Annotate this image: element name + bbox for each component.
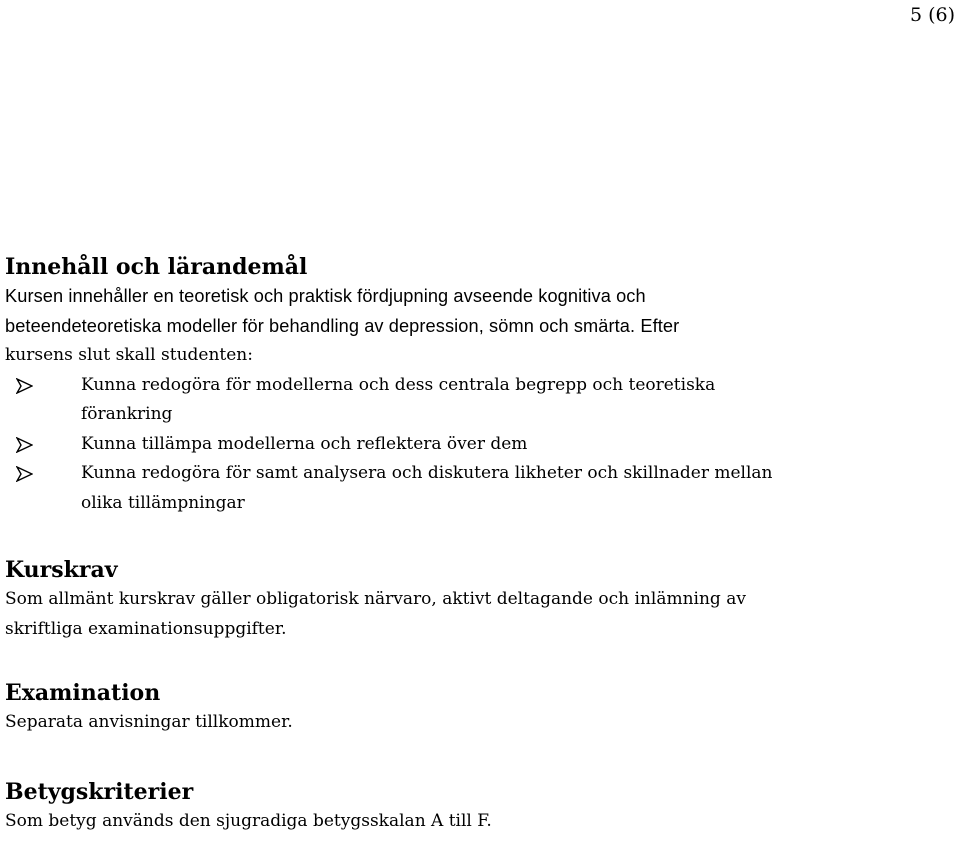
objectives-list bbox=[5, 371, 955, 519]
objective-1-line-1: Kunna redogöra för modellerna och dess centrala begrepp och teoretiska bbox=[81, 374, 716, 395]
intro-line-1: Kursen innehåller en teoretisk och praktisk fördjupning avseende kognitiva och bbox=[5, 286, 646, 306]
examination-section bbox=[5, 678, 955, 738]
page-number: 5 (6) bbox=[909, 4, 955, 26]
requirements-line-2: skriftliga examinationsuppgifter. bbox=[5, 618, 287, 639]
examination-heading: Examination bbox=[5, 680, 161, 706]
content-section bbox=[5, 252, 955, 518]
objective-3-line-1: Kunna redogöra för samt analysera och diskutera likheter och skillnader mellan bbox=[81, 463, 773, 483]
requirements-section bbox=[5, 555, 955, 644]
grading-text: Som betyg används den sjugradiga betygsskalan A till F. bbox=[5, 811, 492, 831]
intro-line-2: beteendeteoretiska modeller för behandling av depression, sömn och smärta. Efter bbox=[5, 315, 680, 336]
objective-item-1 bbox=[5, 371, 955, 430]
arrowhead-bullet-icon bbox=[16, 437, 33, 453]
content-lead-in: kursens slut skall studenten: bbox=[5, 345, 253, 365]
examination-text: Separata anvisningar tillkommer. bbox=[5, 712, 293, 732]
content-intro bbox=[5, 282, 955, 341]
grading-section bbox=[5, 777, 955, 837]
objective-item-2 bbox=[5, 430, 955, 460]
arrowhead-bullet-icon bbox=[16, 466, 33, 482]
requirements-text bbox=[5, 585, 955, 644]
objective-1-line-2: förankring bbox=[81, 404, 173, 424]
objective-2-line-1: Kunna tillämpa modellerna och reflektera över dem bbox=[81, 433, 528, 454]
requirements-line-1: Som allmänt kurskrav gäller obligatorisk närvaro, aktivt deltagande och inlämning av bbox=[5, 589, 746, 609]
objective-item-3 bbox=[5, 459, 955, 518]
requirements-heading: Kurskrav bbox=[5, 557, 118, 583]
objective-3-line-2: olika tillämpningar bbox=[81, 492, 245, 513]
content-heading: Innehåll och lärandemål bbox=[5, 254, 308, 280]
grading-heading: Betygskriterier bbox=[5, 779, 194, 805]
arrowhead-bullet-icon bbox=[16, 378, 33, 394]
